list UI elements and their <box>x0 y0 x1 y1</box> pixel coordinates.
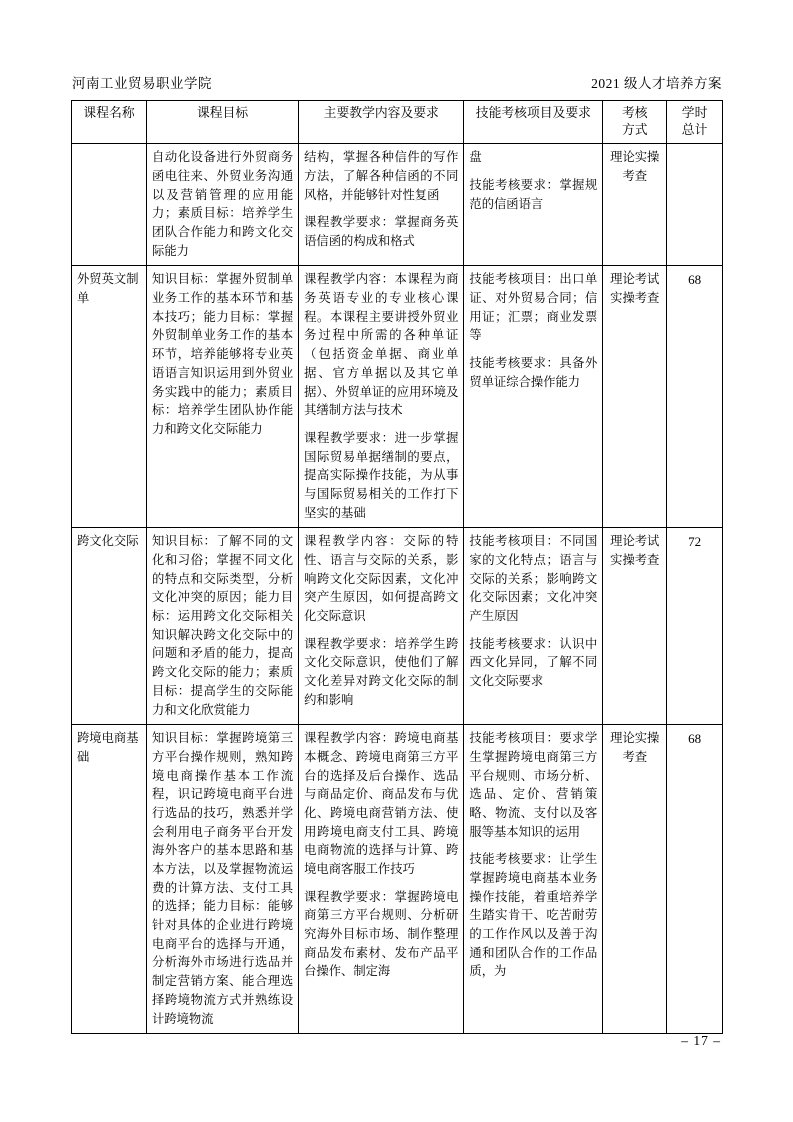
skill-paragraph-1: 技能考核项目：不同国家的文化特点；语言与交际的关系；影响跨文化交际因素；文化冲突产生原因 <box>469 534 598 624</box>
skill-paragraph-1: 技能考核项目：出口单证、对外贸易合同；信用证；汇票；商业发票等 <box>469 272 598 343</box>
cell-content <box>299 266 464 528</box>
cell-course-goal <box>147 528 299 725</box>
column-header-content: 主要教学内容及要求 <box>299 101 464 144</box>
table-header-row <box>72 101 723 144</box>
page-number: – 17 – <box>681 1033 721 1048</box>
cell-course-name <box>72 144 147 266</box>
content-paragraph-2: 课程教学要求：掌握跨境电商第三方平台规则、分析研究海外目标市场、制作整理商品发布素材、发布产品平台操作、制定海 <box>304 889 459 979</box>
total-hours-line2: 总计 <box>681 122 708 137</box>
assessment-mode-text: 理论考试实操考查 <box>610 272 660 305</box>
skill-paragraph-1: 盘 <box>469 150 482 165</box>
header-document-title: 2021 级人才培养方案 <box>591 76 722 91</box>
content-paragraph-1: 课程教学内容：跨境电商基本概念、跨境电商第三方平台的选择及后台操作、选品与商品定价、商品发布与优化、跨境电商营销方法、使用跨境电商支付工具、跨境电商物流的选择与计算、跨境电商客服工作技巧 <box>304 731 459 876</box>
assessment-mode-line1: 考核 <box>621 106 648 120</box>
content-paragraph-2: 课程教学要求：进一步掌握国际贸易单据缮制的要点，提高实际操作技能，为从事与国际贸易相关的工作打下坚实的基础 <box>304 430 459 520</box>
column-header-course-goal: 课程目标 <box>147 101 299 144</box>
cell-assessment-mode <box>603 144 667 266</box>
page-header <box>72 72 722 92</box>
cell-skill-assessment <box>464 266 603 528</box>
column-header-total-hours <box>667 101 723 144</box>
cell-course-goal <box>147 725 299 1034</box>
cell-course-name: 跨境电商基础 <box>72 725 147 1034</box>
content-paragraph-1: 结构，掌握各种信件的写作方法，了解各种信函的不同风格，并能够针对性复函 <box>304 150 459 202</box>
goal-text: 知识目标：掌握外贸制单业务工作的基本环节和基本技巧；能力目标：掌握外贸制单业务工作的基本环节，培养能够将专业英语语言知识运用到外贸业务实践中的能力；素质目标：培养学生团队协作能力和跨文化交际能力 <box>152 272 294 436</box>
total-hours-line1: 学时 <box>681 106 708 120</box>
cell-skill-assessment <box>464 144 603 266</box>
skill-paragraph-1: 技能考核项目：要求学生掌握跨境电商第三方平台规则、市场分析、选品、定价、营销策略、物流、支付以及客服等基本知识的运用 <box>469 731 598 839</box>
assessment-mode-text: 理论考试实操考查 <box>610 534 660 567</box>
column-header-course-name: 课程名称 <box>72 101 147 144</box>
cell-total-hours <box>667 144 723 266</box>
assessment-mode-line2: 方式 <box>621 122 648 137</box>
cell-skill-assessment <box>464 725 603 1034</box>
skill-paragraph-2: 技能考核要求：让学生掌握跨境电商基本业务操作技能，着重培养学生踏实肯干、吃苦耐劳的工作作风以及善于沟通和团队合作的工作品质，为 <box>469 852 598 979</box>
cell-course-name: 外贸英文制单 <box>72 266 147 528</box>
goal-text: 知识目标：了解不同的文化和习俗；掌握不同文化的特点和交际类型，分析文化冲突的原因；能力目标：运用跨文化交际相关知识解决跨文化交际中的问题和矛盾的能力，提高跨文化交际的能力；素质目标：提高学生的交际能力和文化欣赏能力 <box>152 534 294 717</box>
content-paragraph-1: 课程教学内容：交际的特性、语言与交际的关系，影响跨文化交际因素，文化冲突产生原因，如何提高跨文化交际意识 <box>304 534 459 624</box>
table-row <box>72 266 723 528</box>
column-header-skill-assessment: 技能考核项目及要求 <box>464 101 603 144</box>
content-paragraph-2: 课程教学要求：掌握商务英语信函的构成和格式 <box>304 215 459 248</box>
skill-paragraph-2: 技能考核要求：认识中西文化异同，了解不同文化交际要求 <box>469 636 598 689</box>
table-row <box>72 528 723 725</box>
course-table <box>71 100 723 1034</box>
cell-assessment-mode <box>603 528 667 725</box>
column-header-assessment-mode <box>603 101 667 144</box>
cell-content <box>299 528 464 725</box>
content-paragraph-1: 课程教学内容：本课程为商务英语专业的专业核心课程。本课程主要讲授外贸业务过程中所需的各种单证（包括资金单据、商业单据、官方单据以及其它单据）、外贸单证的应用环境及其缮制方法与技术 <box>304 272 459 418</box>
header-institution: 河南工业贸易职业学院 <box>72 76 212 91</box>
cell-assessment-mode <box>603 266 667 528</box>
cell-content <box>299 725 464 1034</box>
skill-paragraph-2: 技能考核要求：具备外贸单证综合操作能力 <box>469 356 598 389</box>
table-row <box>72 144 723 266</box>
goal-text: 知识目标：掌握跨境第三方平台操作规则，熟知跨境电商操作基本工作流程，识记跨境电商平台进行选品的技巧，熟悉并学会利用电子商务平台开发海外客户的基本思路和基本方法，以及掌握物流运费的计算方法、支付工具的选择；能力目标：能够针对具体的企业进行跨境电商平台的选择与开通，分析海外市场进行选品并制定营销方案、能合理选择跨境物流方式并熟练设计跨境物流 <box>152 731 294 1026</box>
cell-total-hours: 68 <box>667 266 723 528</box>
cell-assessment-mode <box>603 725 667 1034</box>
cell-course-goal <box>147 144 299 266</box>
skill-paragraph-2: 技能考核要求：掌握规范的信函语言 <box>469 177 598 211</box>
cell-total-hours: 68 <box>667 725 723 1034</box>
content-paragraph-2: 课程教学要求：培养学生跨文化交际意识，使他们了解文化差异对跨文化交际的制约和影响 <box>304 636 459 707</box>
cell-total-hours: 72 <box>667 528 723 725</box>
goal-text: 自动化设备进行外贸商务函电往来、外贸业务沟通以及营销管理的应用能力；素质目标：培养学生团队合作能力和跨文化交际能力 <box>152 150 294 258</box>
cell-course-name: 跨文化交际 <box>72 528 147 725</box>
assessment-mode-text: 理论实操考查 <box>610 150 660 183</box>
cell-course-goal <box>147 266 299 528</box>
cell-content <box>299 144 464 266</box>
table-row <box>72 725 723 1034</box>
assessment-mode-text: 理论实操考查 <box>610 731 660 764</box>
cell-skill-assessment <box>464 528 603 725</box>
